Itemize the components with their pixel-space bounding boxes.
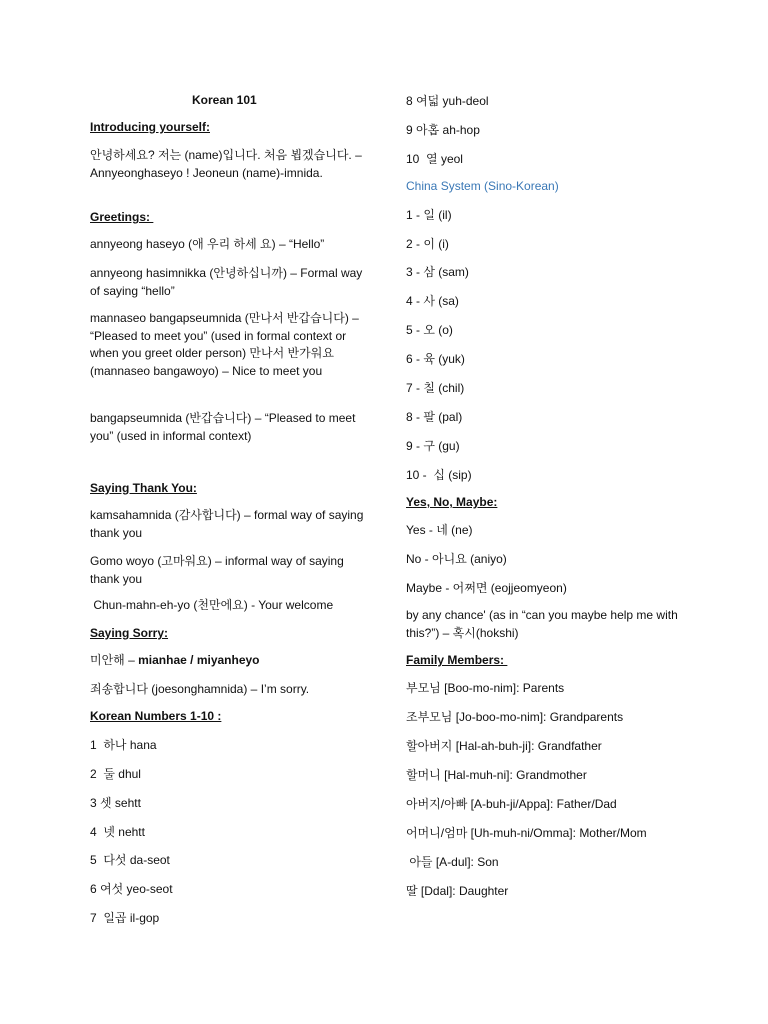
sino-number-item: 3 - 삼 (sam) [406,265,469,279]
family-item: 부모님 [Boo-mo-nim]: Parents [406,681,565,695]
family-item: 아버지/아빠 [A-buh-ji/Appa]: Father/Dad [406,797,617,811]
sorry-heading: Saying Sorry: [90,626,169,640]
number-item: 4 넷 nehtt [90,825,145,839]
sino-number-item: 4 - 사 (sa) [406,294,459,308]
sino-number-item: 1 - 일 (il) [406,208,452,222]
yes-no-heading: Yes, No, Maybe: [406,495,498,509]
number-item: 9 아홉 ah-hop [406,123,480,137]
thanks-item: kamsahamnida (감사합니다) – formal way of saying thank you [90,508,364,540]
sorry-romanized: mianhae / miyanheyo [138,653,260,667]
thanks-item: Gomo woyo (고마워요) – informal way of saying thank you [90,554,344,586]
sino-number-item: 8 - 팔 (pal) [406,410,463,424]
introducing-heading: Introducing yourself: [90,120,210,134]
sino-number-item: 5 - 오 (o) [406,323,453,337]
sino-number-item: 2 - 이 (i) [406,237,449,251]
family-item: 딸 [Ddal]: Daughter [406,884,509,898]
sino-number-item: 10 - 십 (sip) [406,468,472,482]
yes-no-item: No - 아니요 (aniyo) [406,552,507,566]
family-item: 할머니 [Hal-muh-ni]: Grandmother [406,768,587,782]
family-item: 아들 [A-dul]: Son [406,855,499,869]
document-title: Korean 101 [192,93,257,107]
number-item: 8 여덟 yuh-deol [406,94,489,108]
yes-no-item: Maybe - 어쩌면 (eojjeomyeon) [406,581,567,595]
yes-no-item: by any chance' (as in “can you maybe help me with this?”) – 혹시(hokshi) [406,608,678,640]
introducing-text: 안녕하세요? 저는 (name)입니다. 처음 뵙겠습니다. – Annyeonghaseyo ! Jeoneun (name)-imnida. [90,148,362,180]
thanks-item: Chun-mahn-eh-yo (천만에요) - Your welcome [90,598,334,612]
numbers-heading: Korean Numbers 1-10 : [90,709,222,723]
number-item: 7 일곱 il-gop [90,911,160,925]
family-heading: Family Members: [406,653,508,667]
number-item: 6 여섯 yeo-seot [90,882,173,896]
number-item: 1 하나 hana [90,738,157,752]
family-item: 할아버지 [Hal-ah-buh-ji]: Grandfather [406,739,602,753]
family-item: 조부모님 [Jo-boo-mo-nim]: Grandparents [406,710,624,724]
number-item: 10 열 yeol [406,152,463,166]
family-item: 어머니/엄마 [Uh-muh-ni/Omma]: Mother/Mom [406,826,647,840]
thanks-heading: Saying Thank You: [90,481,197,495]
sino-number-item: 7 - 칠 (chil) [406,381,465,395]
china-system-heading: China System (Sino-Korean) [406,179,559,193]
sino-number-item: 9 - 구 (gu) [406,439,460,453]
greeting-item: annyeong haseyo (애 우리 하세 요) – “Hello” [90,237,325,251]
greetings-heading: Greetings: [90,210,154,224]
number-item: 5 다섯 da-seot [90,853,170,867]
greeting-item: bangapseumnida (반갑습니다) – “Pleased to meet you” (used in informal context) [90,411,356,443]
number-item: 2 둘 dhul [90,767,141,781]
sorry-item: 죄송합니다 (joesonghamnida) – I’m sorry. [90,682,310,696]
greeting-item: annyeong hasimnikka (안녕하십니까) – Formal way of saying “hello” [90,266,363,298]
yes-no-item: Yes - 네 (ne) [406,523,473,537]
greeting-item: mannaseo bangapseumnida (만나서 반갑습니다) – “Pleased to meet you” (used in formal context or when you greet older person) 만나서 반가워요 (mannaseo bangawoyo) – Nice to meet you [90,311,359,378]
sorry-korean: 미안해 – [90,653,139,667]
sino-number-item: 6 - 육 (yuk) [406,352,465,366]
sorry-item [90,652,365,670]
number-item: 3 셋 sehtt [90,796,141,810]
